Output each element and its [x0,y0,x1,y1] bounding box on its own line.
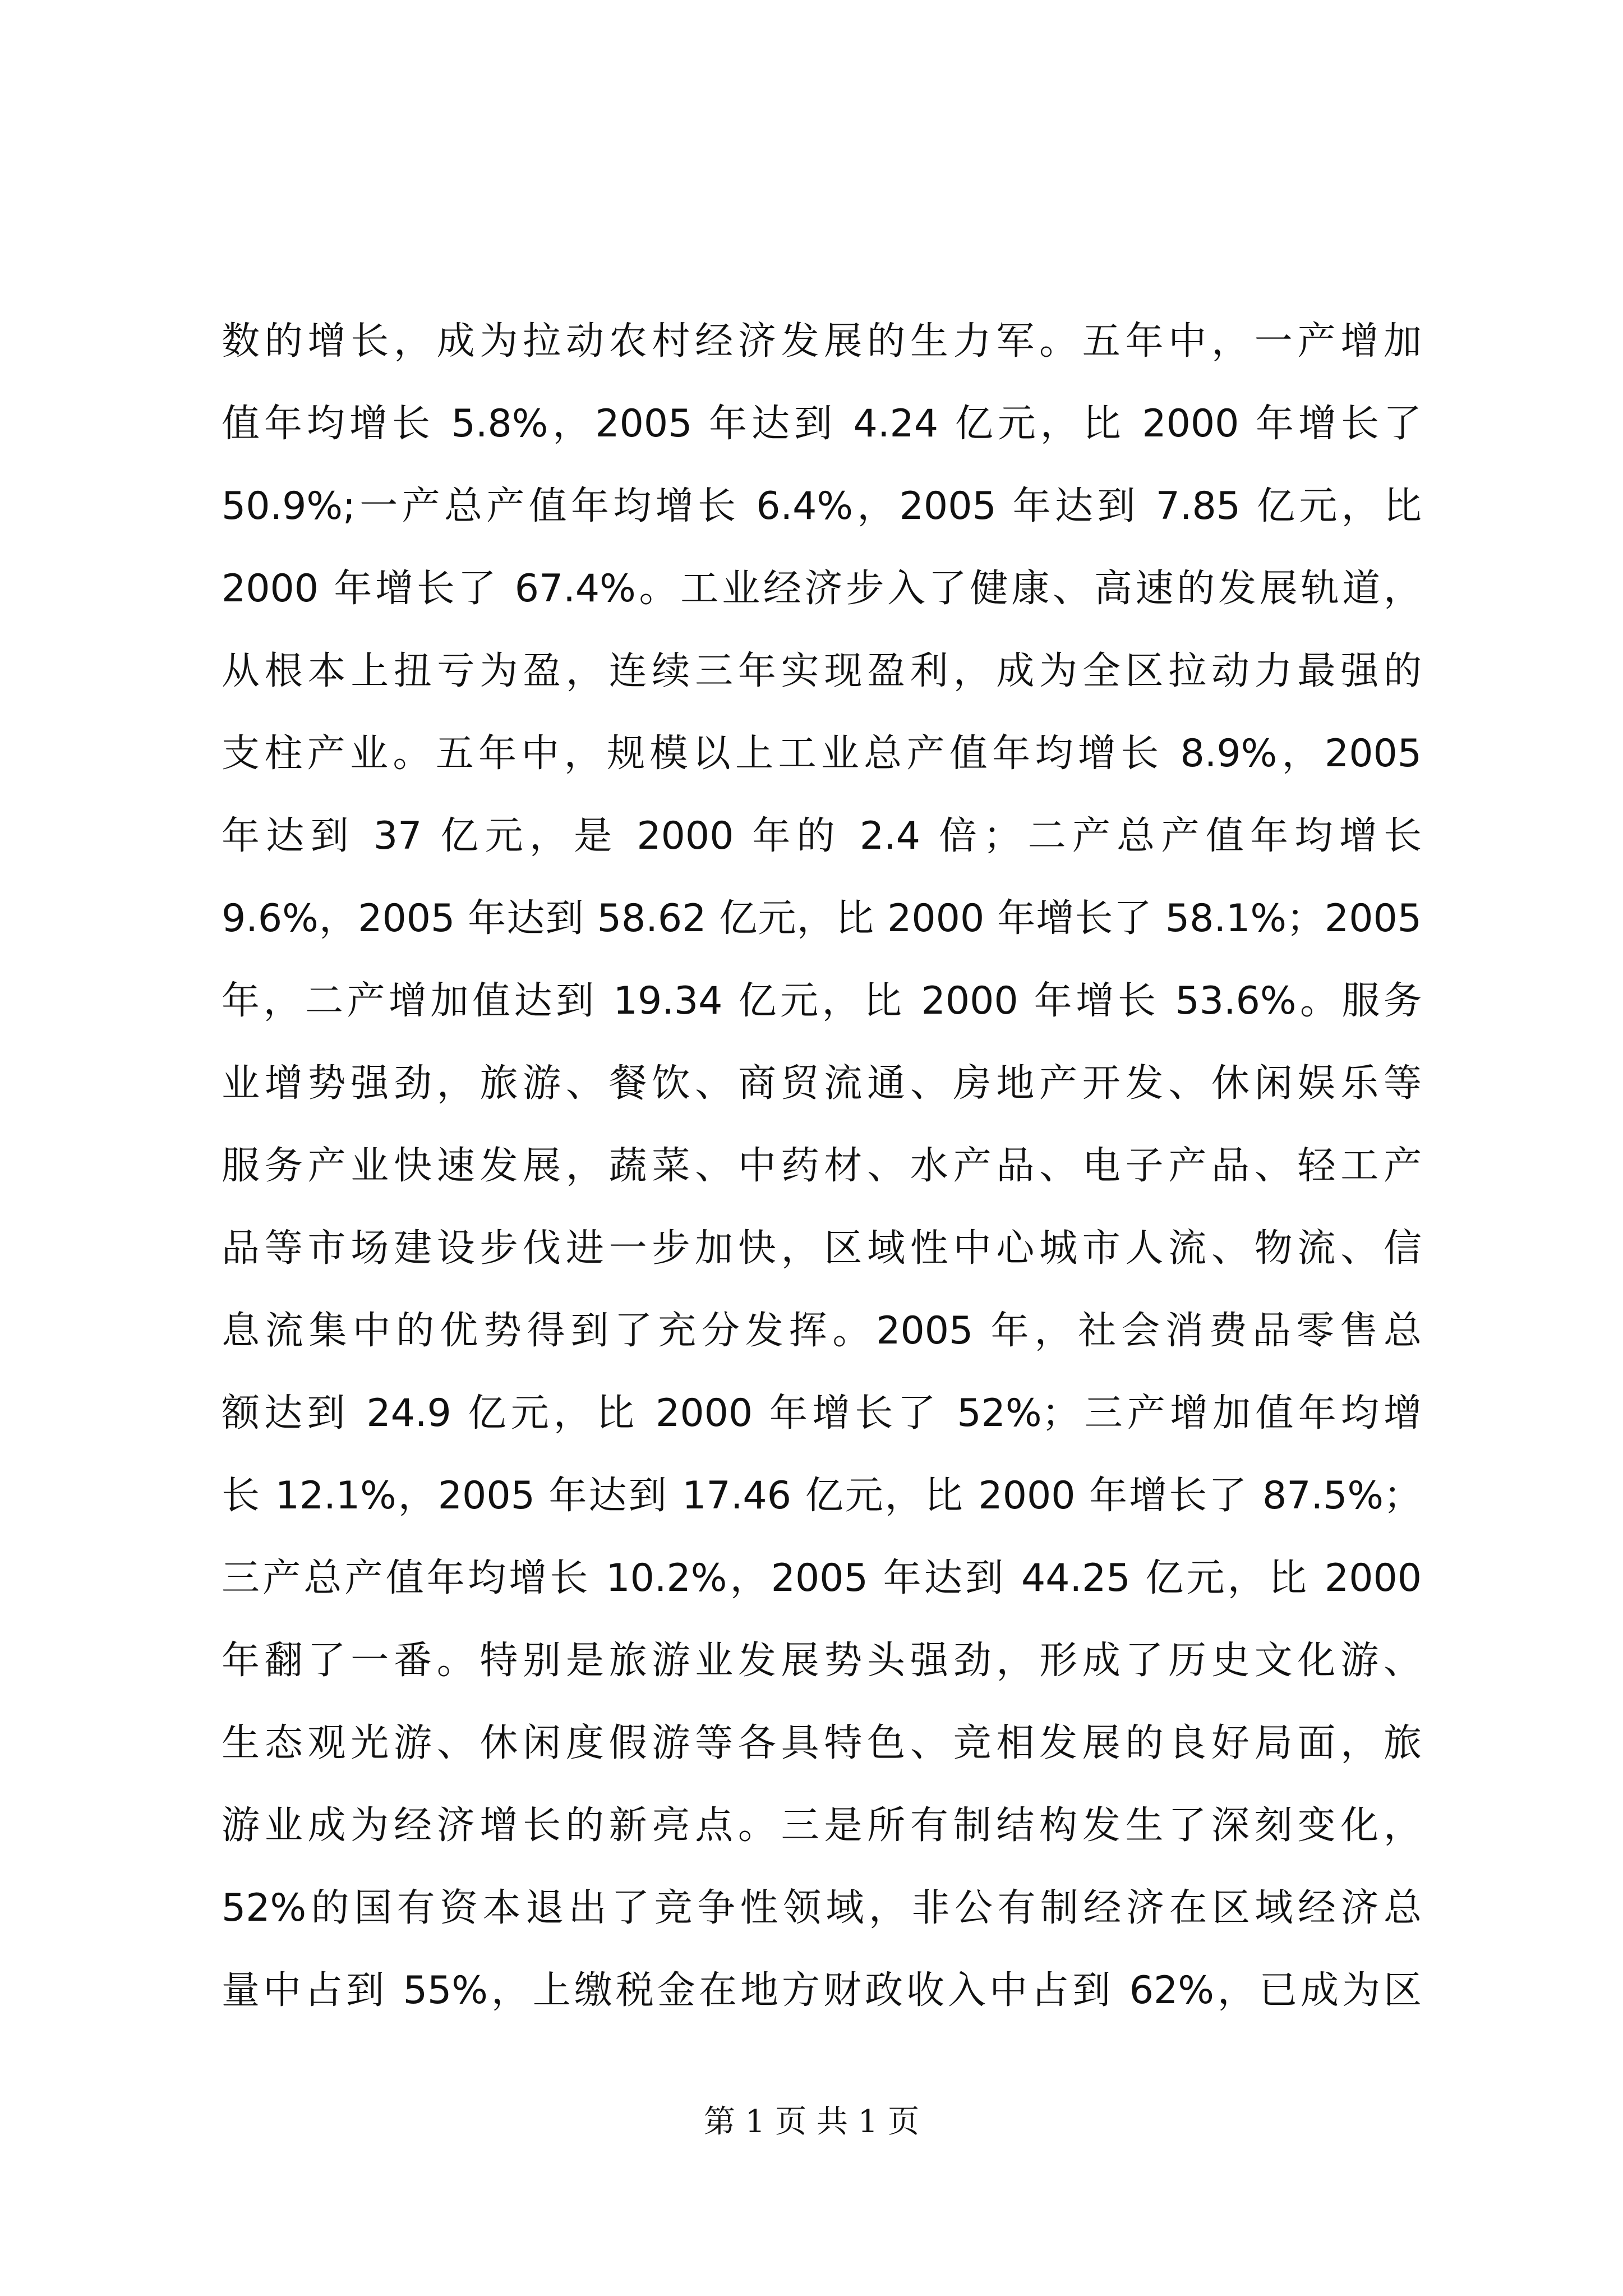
text-line: 服务产业快速发展，蔬菜、中药材、水产品、电子产品、轻工产 [222,1144,1422,1188]
text-line: 额达到 24.9 亿元，比 2000 年增长了 52%；三产增加值年均增 [222,1391,1422,1435]
text-line: 品等市场建设步伐进一步加快，区域性中心城市人流、物流、信 [222,1226,1422,1271]
text-line: 息流集中的优势得到了充分发挥。2005 年，社会消费品零售总 [222,1309,1422,1353]
text-line: 支柱产业。五年中，规模以上工业总产值年均增长 8.9%，2005 [222,731,1422,776]
text-line: 年，二产增加值达到 19.34 亿元，比 2000 年增长 53.6%。服务 [222,979,1422,1023]
text-line: 从根本上扭亏为盈，连续三年实现盈利，成为全区拉动力最强的 [222,649,1422,693]
text-line: 三产总产值年均增长 10.2%，2005 年达到 44.25 亿元，比 2000 [222,1556,1422,1600]
text-line: 量中占到 55%，上缴税金在地方财政收入中占到 62%，已成为区 [222,1968,1422,2013]
text-line: 50.9%;一产总产值年均增长 6.4%，2005 年达到 7.85 亿元，比 [222,484,1422,528]
text-line: 生态观光游、休闲度假游等各具特色、竞相发展的良好局面，旅 [222,1721,1422,1765]
text-line: 值年均增长 5.8%，2005 年达到 4.24 亿元，比 2000 年增长了 [222,402,1422,446]
text-line: 年达到 37 亿元，是 2000 年的 2.4 倍；二产总产值年均增长 [222,814,1422,858]
page-number-label: 第 1 页 共 1 页 [703,2104,920,2140]
text-line: 9.6%，2005 年达到 58.62 亿元，比 2000 年增长了 58.1%；2005 [222,896,1422,941]
page-footer [0,2100,1623,2145]
text-line: 业增势强劲，旅游、餐饮、商贸流通、房地产开发、休闲娱乐等 [222,1061,1422,1106]
body-paragraph [222,300,1422,2032]
text-line: 游业成为经济增长的新亮点。三是所有制结构发生了深刻变化， [222,1803,1422,1848]
text-line: 52%的国有资本退出了竞争性领域，非公有制经济在区域经济总 [222,1886,1422,1930]
text-line: 年翻了一番。特别是旅游业发展势头强劲，形成了历史文化游、 [222,1639,1422,1683]
text-line: 长 12.1%，2005 年达到 17.46 亿元，比 2000 年增长了 87.5%； [222,1474,1422,1518]
text-line: 2000 年增长了 67.4%。工业经济步入了健康、高速的发展轨道， [222,567,1422,611]
text-line: 数的增长，成为拉动农村经济发展的生力军。五年中，一产增加 [222,319,1422,364]
